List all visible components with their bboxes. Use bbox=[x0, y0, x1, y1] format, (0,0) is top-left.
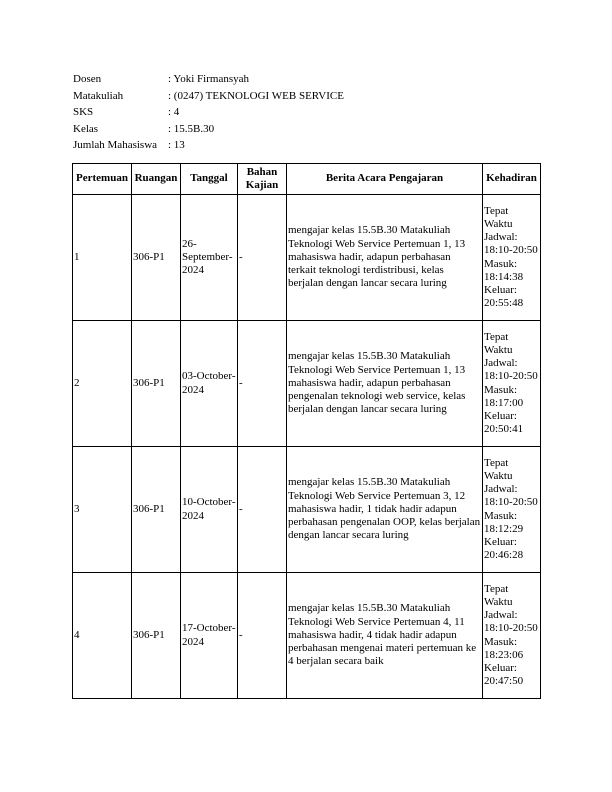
cell-berita-acara: mengajar kelas 15.5B.30 Matakuliah Teknologi Web Service Pertemuan 4, 11 mahasiswa hadir, 4 tidak hadir adapun perbahasan mengenai materi pertemuan ke 4 berjalan secara baik bbox=[287, 573, 483, 699]
info-value: : Yoki Firmansyah bbox=[168, 73, 249, 85]
cell-kehadiran: Tepat Waktu Jadwal: 18:10-20:50 Masuk: 18:14:38 Keluar: 20:55:48 bbox=[483, 195, 541, 321]
cell-berita-acara: mengajar kelas 15.5B.30 Matakuliah Teknologi Web Service Pertemuan 1, 13 mahasiswa hadir, adapun perbahasan pengenalan teknologi web service, kelas berjalan dengan lancar secara luring bbox=[287, 321, 483, 447]
info-row-matakuliah bbox=[73, 88, 344, 105]
cell-kehadiran: Tepat Waktu Jadwal: 18:10-20:50 Masuk: 18:23:06 Keluar: 20:47:50 bbox=[483, 573, 541, 699]
header-pertemuan: Pertemuan bbox=[73, 164, 132, 195]
attendance-table bbox=[72, 163, 541, 699]
table-row bbox=[73, 321, 541, 447]
info-value: : (0247) TEKNOLOGI WEB SERVICE bbox=[168, 89, 344, 102]
cell-bahan-kajian: - bbox=[238, 321, 287, 447]
cell-pertemuan: 1 bbox=[73, 195, 132, 321]
cell-pertemuan: 4 bbox=[73, 573, 132, 699]
info-value: : 15.5B.30 bbox=[168, 122, 215, 135]
info-row-jumlah-mahasiswa bbox=[73, 137, 344, 154]
header-bahan-kajian: Bahan Kajian bbox=[238, 164, 287, 195]
table-row bbox=[73, 195, 541, 321]
info-label: Matakuliah bbox=[73, 89, 124, 102]
header-ruangan: Ruangan bbox=[132, 164, 181, 195]
header-kehadiran: Kehadiran bbox=[483, 164, 541, 195]
cell-berita-acara: mengajar kelas 15.5B.30 Matakuliah Teknologi Web Service Pertemuan 1, 13 mahasiswa hadir, adapun perbahasan terkait teknologi terdistribusi, kelas berjalan dengan lancar secara luring bbox=[287, 195, 483, 321]
cell-ruangan: 306-P1 bbox=[132, 195, 181, 321]
cell-tanggal: 03-October-2024 bbox=[181, 321, 238, 447]
cell-bahan-kajian: - bbox=[238, 447, 287, 573]
info-value: : 13 bbox=[168, 139, 185, 151]
info-label: SKS bbox=[73, 106, 94, 118]
cell-ruangan: 306-P1 bbox=[132, 321, 181, 447]
info-value: : 4 bbox=[168, 106, 180, 118]
info-label: Dosen bbox=[73, 73, 102, 85]
cell-ruangan: 306-P1 bbox=[132, 573, 181, 699]
info-row-sks bbox=[73, 104, 344, 121]
cell-pertemuan: 3 bbox=[73, 447, 132, 573]
table-row bbox=[73, 573, 541, 699]
info-label: Kelas bbox=[73, 122, 99, 135]
cell-pertemuan: 2 bbox=[73, 321, 132, 447]
cell-ruangan: 306-P1 bbox=[132, 447, 181, 573]
table-row bbox=[73, 447, 541, 573]
cell-berita-acara: mengajar kelas 15.5B.30 Matakuliah Teknologi Web Service Pertemuan 3, 12 mahasiswa hadir, 1 tidak hadir adapun perbahasan pengenalan OOP, kelas berjalan dengan lancar secara luring bbox=[287, 447, 483, 573]
header-tanggal: Tanggal bbox=[181, 164, 238, 195]
cell-tanggal: 26-September-2024 bbox=[181, 195, 238, 321]
info-label: Jumlah Mahasiswa bbox=[73, 139, 158, 151]
info-row-dosen bbox=[73, 71, 344, 88]
cell-kehadiran: Tepat Waktu Jadwal: 18:10-20:50 Masuk: 18:12:29 Keluar: 20:46:28 bbox=[483, 447, 541, 573]
course-info bbox=[73, 71, 344, 154]
cell-tanggal: 10-October-2024 bbox=[181, 447, 238, 573]
cell-bahan-kajian: - bbox=[238, 195, 287, 321]
cell-kehadiran: Tepat Waktu Jadwal: 18:10-20:50 Masuk: 18:17:00 Keluar: 20:50:41 bbox=[483, 321, 541, 447]
header-berita-acara: Berita Acara Pengajaran bbox=[287, 164, 483, 195]
table-header-row bbox=[73, 164, 541, 195]
info-row-kelas bbox=[73, 121, 344, 138]
cell-bahan-kajian: - bbox=[238, 573, 287, 699]
cell-tanggal: 17-October-2024 bbox=[181, 573, 238, 699]
